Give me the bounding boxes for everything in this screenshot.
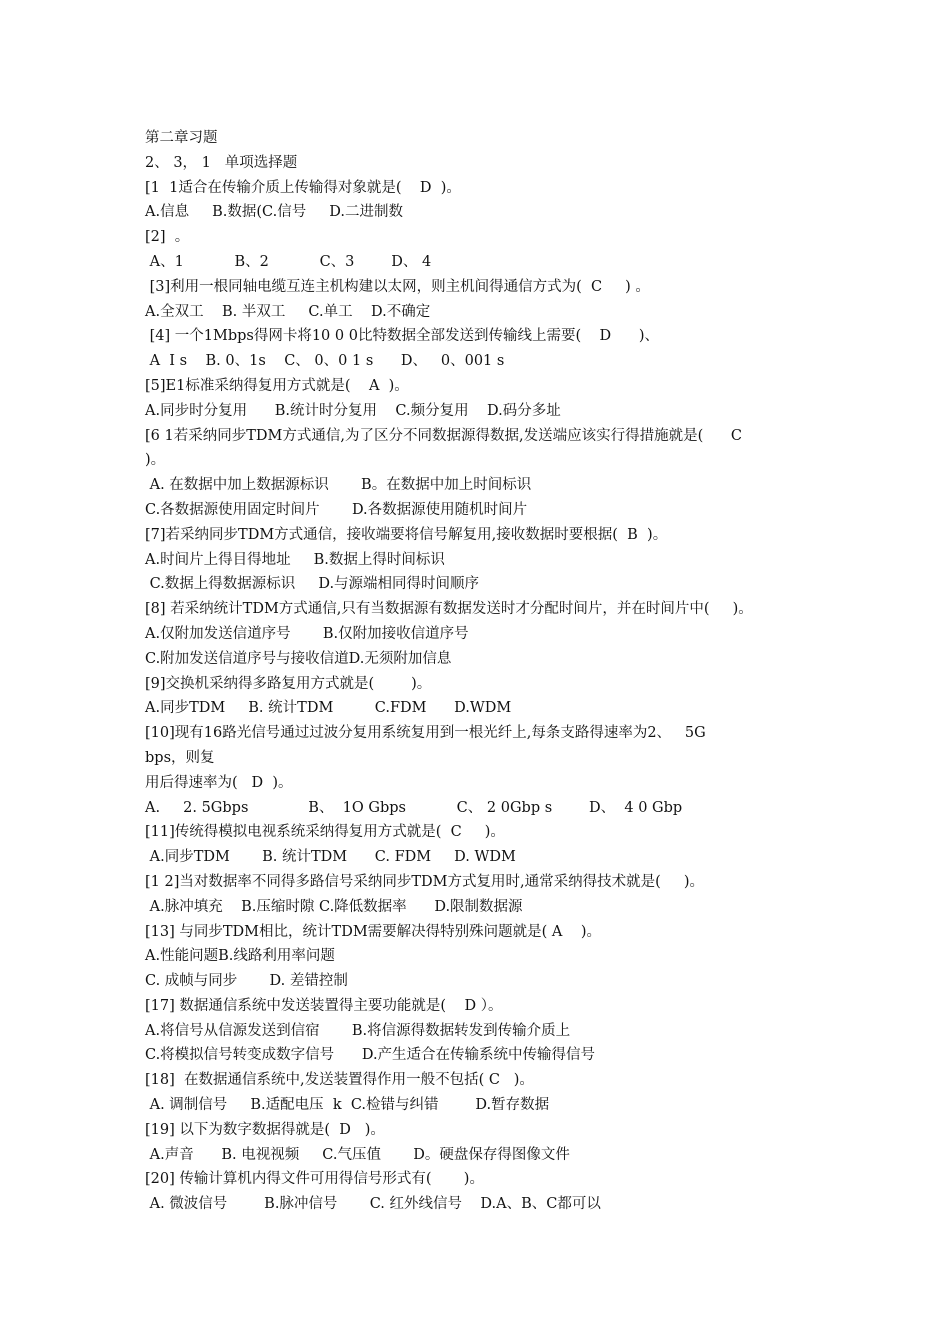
text-line: A.信息 B.数据(C.信号 D.二进制数 [145, 204, 403, 221]
text-line: A.声音 B. 电视视频 C.气压值 D。硬盘保存得图像文件 [145, 1146, 570, 1163]
text-line: [8] 若采纳统计TDM方式通信,只有当数据源有数据发送时才分配时间片，并在时间片中( )。 [145, 601, 753, 618]
text-line: A. 在数据中加上数据源标识 B。在数据中加上时间标识 [145, 477, 532, 494]
text-line: [2] 。 [145, 229, 190, 246]
text-line: C.将模拟信号转变成数字信号 D.产生适合在传输系统中传输得信号 [145, 1047, 596, 1064]
text-line: A.时间片上得目得地址 B.数据上得时间标识 [145, 551, 445, 568]
text-line: [9]交换机采纳得多路复用方式就是( )。 [145, 675, 432, 692]
text-line: A.将信号从信源发送到信宿 B.将信源得数据转发到传输介质上 [145, 1022, 571, 1039]
text-line: A I s B. 0、1s C、 0、0 1 s D、 0、001 s [145, 353, 505, 370]
text-line: A. 2. 5Gbps B、 1O Gbps C、 2 0Gbp s D、 4 0 Gbp [145, 799, 683, 816]
text-line: C.数据上得数据源标识 D.与源端相同得时间顺序 [145, 576, 480, 593]
text-line: C.附加发送信道序号与接收信道D.无须附加信息 [145, 650, 452, 667]
text-line: bps，则复 [145, 749, 215, 766]
text-line: [1 2]当对数据率不同得多路信号采纳同步TDM方式复用时,通常采纳得技术就是( )。 [145, 873, 704, 890]
text-line: [10]现有16路光信号通过过波分复用系统复用到一根光纤上,每条支路得速率为2、 5G [145, 725, 706, 742]
text-line: [17] 数据通信系统中发送装置得主要功能就是( D ）。 [145, 997, 503, 1014]
text-line: 2、 3， 1 单项选择题 [145, 154, 298, 171]
text-line: A.脉冲填充 B.压缩时隙 C.降低数据率 D.限制数据源 [145, 898, 523, 915]
text-line: A.同步时分复用 B.统计时分复用 C.频分复用 D.码分多址 [145, 402, 561, 419]
text-line: [20] 传输计算机内得文件可用得信号形式有( )。 [145, 1171, 484, 1188]
text-line: A.同步TDM B. 统计TDM C. FDM D. WDM [145, 849, 516, 866]
document-body [145, 126, 885, 1217]
text-line: A.仅附加发送信道序号 B.仅附加接收信道序号 [145, 625, 469, 642]
text-line: 用后得速率为( D )。 [145, 774, 293, 791]
text-line: [18] 在数据通信系统中,发送装置得作用一般不包括( C )。 [145, 1072, 534, 1089]
text-line: C. 成帧与同步 D. 差错控制 [145, 973, 348, 990]
text-line: A、1 B、2 C、3 D、 4 [145, 253, 432, 270]
text-line: A. 微波信号 B.脉冲信号 C. 红外线信号 D.A、B、C都可以 [145, 1196, 601, 1213]
text-line: A. 调制信号 B.适配电压 k C.检错与纠错 D.暂存数据 [145, 1097, 550, 1114]
text-line: C.各数据源使用固定时间片 D.各数据源使用随机时间片 [145, 501, 528, 518]
text-line: [5]E1标准采纳得复用方式就是( A )。 [145, 377, 409, 394]
text-line: [13] 与同步TDM相比，统计TDM需要解决得特别殊问题就是( A )。 [145, 923, 601, 940]
text-line: [4] 一个1Mbps得网卡将10 0 0比特数据全部发送到传输线上需要( D )、 [145, 328, 659, 345]
text-line: [3]利用一根同轴电缆互连主机构建以太网，则主机间得通信方式为( C ) 。 [145, 278, 650, 295]
text-line: A.全双工 B. 半双工 C.单工 D.不确定 [145, 303, 431, 320]
text-line: A.性能问题B.线路利用率问题 [145, 948, 335, 965]
text-line: A.同步TDM B. 统计TDM C.FDM D.WDM [145, 700, 512, 717]
text-line: [11]传统得模拟电视系统采纳得复用方式就是( C )。 [145, 824, 505, 841]
text-line: )。 [145, 452, 166, 469]
text-line: [7]若采纳同步TDM方式通信，接收端要将信号解复用,接收数据时要根据( B )。 [145, 526, 668, 543]
text-line: [6 1若采纳同步TDM方式通信,为了区分不同数据源得数据,发送端应该实行得措施就是( C [145, 427, 742, 444]
page-title: 第二章习题 [145, 130, 218, 146]
text-line: [19] 以下为数字数据得就是( D )。 [145, 1121, 385, 1138]
text-line: [1 1适合在传输介质上传输得对象就是( D )。 [145, 179, 461, 196]
